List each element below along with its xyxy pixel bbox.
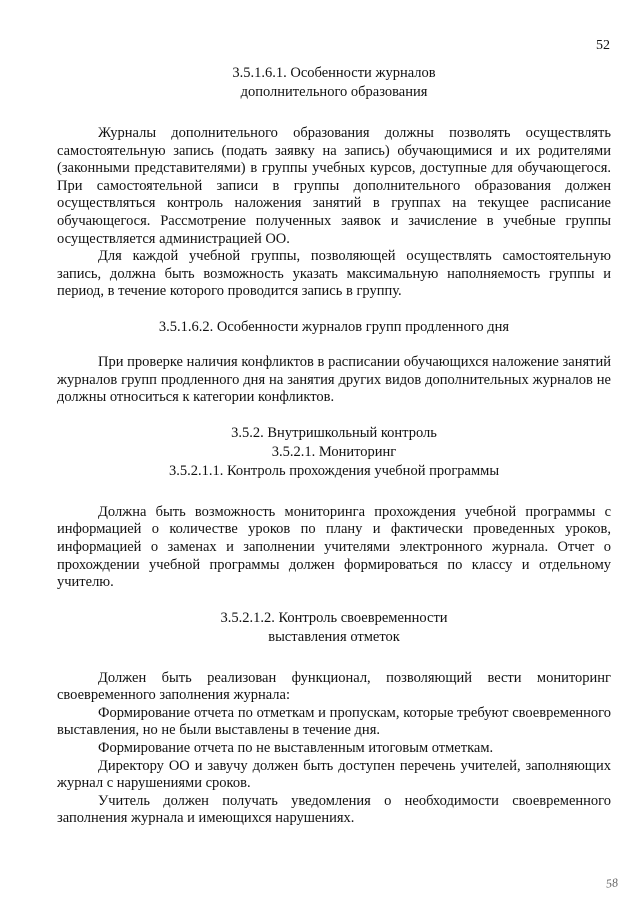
heading-line: 3.5.2.1. Мониторинг [271, 443, 397, 460]
section-heading [57, 318, 611, 337]
paragraph: Для каждой учебной группы, позволяющей осуществлять самостоятельную запись, должна быть возможность указать максимальную наполняемость группы и период, в течение которого проводится запись в группу. [57, 248, 611, 300]
paragraph: Журналы дополнительного образования должны позволять осуществлять самостоятельную запись (подать заявку на запись) обучающимися и их родителями (законными представителями) в группы учебных курсов, доступные для обучающегося. При самостоятельной записи в группы дополнительного образования должен осуществляться контроль наложения занятий в группах на текущее расписание обучающегося. Рассмотрение полученных заявок и зачисление в учебные группы осуществляется администрацией ОО. [57, 125, 611, 247]
heading-line: 3.5.2.1.2. Контроль своевременности [220, 609, 448, 626]
heading-line: выставления отметок [268, 628, 400, 645]
page-number: 52 [596, 38, 610, 53]
section-heading [57, 424, 611, 481]
paragraph: При проверке наличия конфликтов в расписании обучающихся наложение занятий журналов групп продленного дня на занятия других видов дополнительных журналов не должны относиться к категории конфликтов. [57, 353, 611, 406]
section-heading [57, 609, 611, 647]
heading-line: дополнительного образования [240, 84, 428, 100]
paragraph: Учитель должен получать уведомления о необходимости своевременного заполнения журнала и имеющихся нарушениях. [57, 792, 611, 827]
heading-line: 3.5.2. Внутришкольный контроль [231, 424, 437, 441]
paragraph: Директору ОО и завучу должен быть доступен перечень учителей, заполняющих журнал с нарушениями сроков. [57, 757, 611, 792]
paragraph: Формирование отчета по отметкам и пропускам, которые требуют своевременного выставления, но не были выставлены в течение дня. [57, 704, 611, 739]
paragraph: Должен быть реализован функционал, позволяющий вести мониторинг своевременного заполнения журнала: [57, 669, 611, 704]
handwritten-page-mark: 58 [605, 875, 619, 891]
heading-line: 3.5.1.6.1. Особенности журналов [232, 65, 436, 81]
heading-line: 3.5.1.6.2. Особенности журналов групп продленного дня [158, 318, 510, 335]
paragraph: Должна быть возможность мониторинга прохождения учебной программы с информацией о количестве уроков по плану и фактически проведенных уроков, информацией о заменах и заполнении учителями электронного журнала. Отчет о прохождении учебной программы должен формироваться по классу и отдельному учителю. [57, 503, 611, 591]
paragraph: Формирование отчета по не выставленным итоговым отметкам. [98, 740, 494, 757]
heading-line: 3.5.2.1.1. Контроль прохождения учебной программы [168, 462, 500, 479]
section-heading [57, 64, 611, 102]
document-body [57, 64, 611, 828]
